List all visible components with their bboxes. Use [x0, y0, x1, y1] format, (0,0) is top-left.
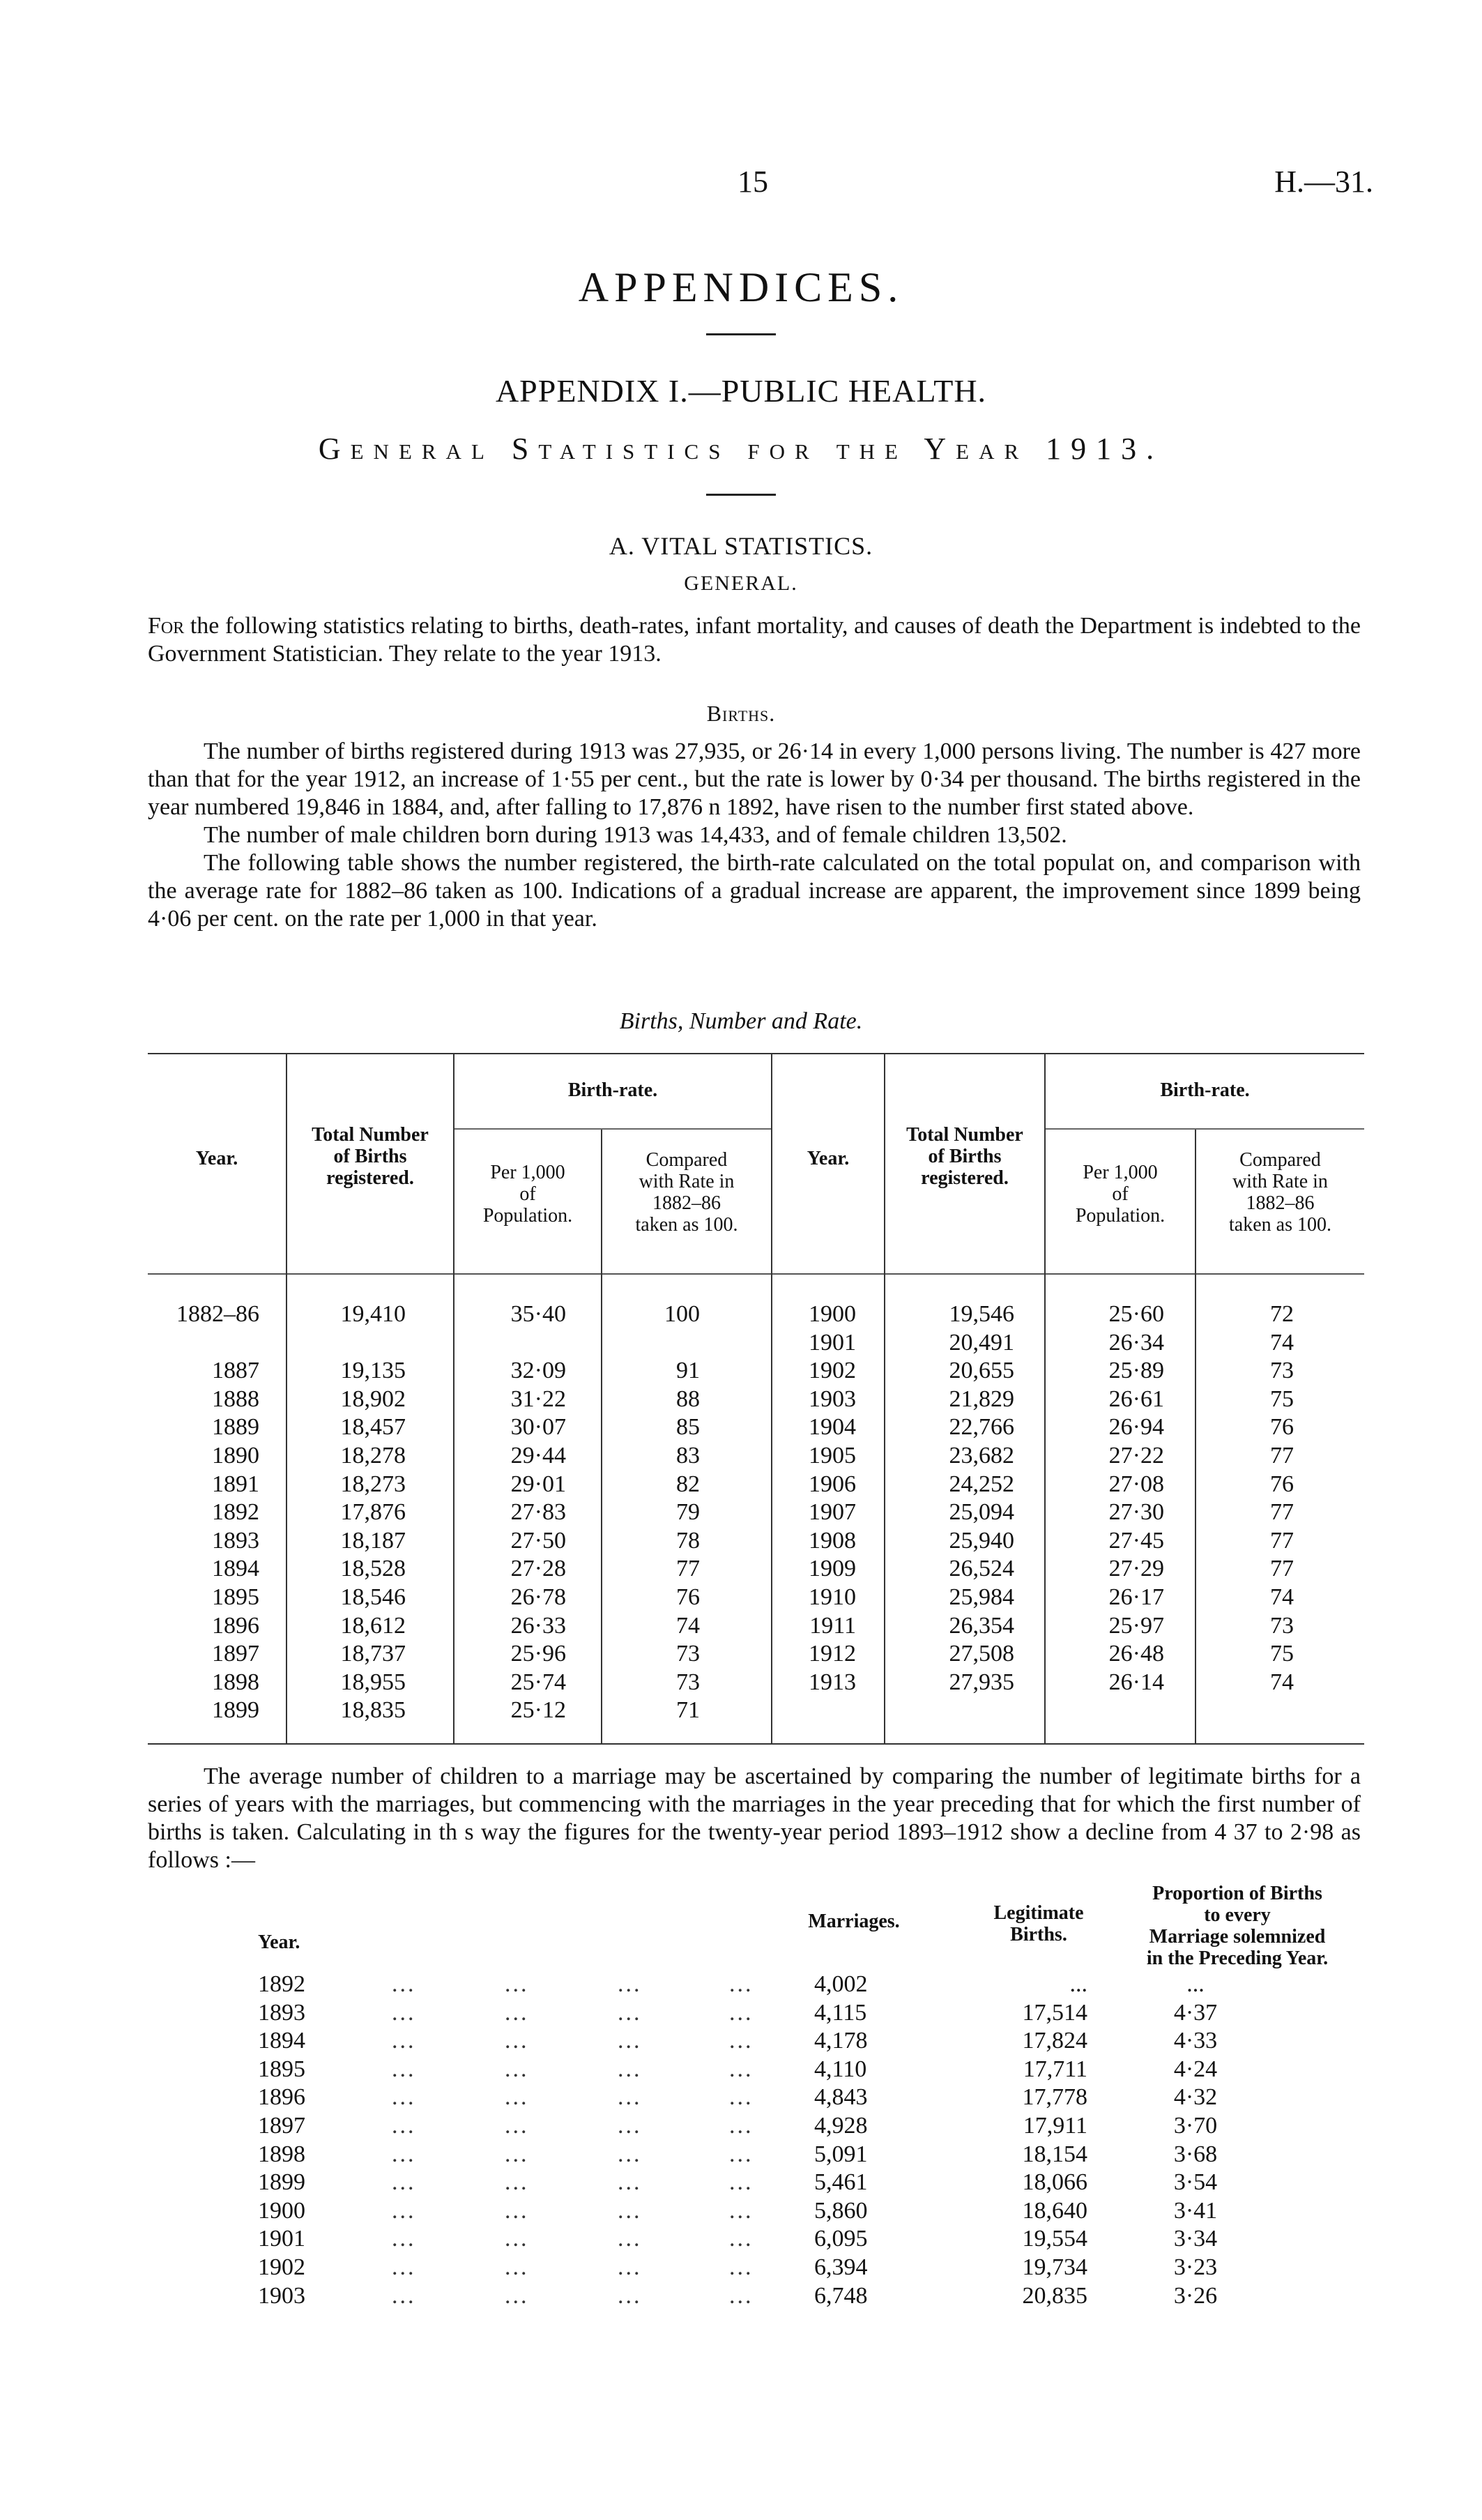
header-year-right: Year.: [807, 1148, 850, 1169]
t2-header-marriages: Marriages.: [808, 1911, 900, 1932]
left-compared-cell: 82: [676, 1471, 700, 1497]
t2-year-cell: 1894: [258, 2028, 305, 2054]
leader-dots: ...: [618, 2056, 642, 2082]
t2-marriages-cell: 5,091: [814, 2141, 868, 2167]
left-year-cell: 1882–86: [176, 1301, 259, 1327]
t2-legitimate-cell: 17,711: [1023, 2056, 1087, 2082]
left-compared-cell: 73: [676, 1669, 700, 1695]
intro-lead-word: For: [148, 613, 185, 639]
left-per1000-cell: 25·12: [510, 1697, 566, 1724]
right-total-cell: 25,940: [949, 1527, 1014, 1554]
t2-marriages-cell: 4,115: [814, 1999, 867, 2026]
t2-legitimate-cell: ...: [1069, 1971, 1087, 1997]
right-per1000-cell: 25·97: [1108, 1612, 1164, 1639]
left-per1000-cell: 25·96: [510, 1641, 566, 1667]
right-per1000-cell: 26·94: [1108, 1414, 1164, 1441]
right-compared-cell: 75: [1270, 1386, 1294, 1412]
right-total-cell: 25,094: [949, 1499, 1014, 1526]
leader-dots: ...: [729, 2084, 754, 2111]
births-heading: Births.: [706, 701, 776, 726]
leader-dots: ...: [392, 2084, 416, 2111]
left-year-cell: 1892: [212, 1499, 259, 1526]
t2-legitimate-cell: 17,911: [1023, 2112, 1087, 2139]
leader-dots: ...: [505, 2197, 529, 2224]
leader-dots: ...: [729, 2226, 754, 2252]
left-per1000-cell: 29·44: [510, 1442, 566, 1468]
right-per1000-cell: 27·30: [1108, 1499, 1164, 1526]
left-total-cell: 18,528: [340, 1556, 406, 1582]
right-per1000-cell: 27·22: [1108, 1442, 1164, 1468]
t2-year-cell: 1903: [258, 2282, 305, 2309]
leader-dots: ...: [618, 2226, 642, 2252]
left-per1000-cell: 26·78: [510, 1584, 566, 1610]
leader-dots: ...: [392, 2226, 416, 2252]
right-year-cell: 1902: [809, 1358, 856, 1384]
left-compared-cell: 85: [676, 1414, 700, 1441]
t2-marriages-cell: 6,095: [814, 2226, 868, 2252]
right-compared-cell: 77: [1270, 1527, 1294, 1554]
left-per1000-cell: 27·50: [510, 1527, 566, 1554]
leader-dots: ...: [729, 2028, 754, 2054]
left-total-cell: 18,273: [340, 1471, 406, 1497]
left-compared-cell: 76: [676, 1584, 700, 1610]
leader-dots: ...: [392, 2282, 416, 2309]
leader-dots: ...: [729, 2141, 754, 2167]
right-year-cell: 1903: [809, 1386, 856, 1412]
right-total-cell: 21,829: [949, 1386, 1014, 1412]
right-year-cell: 1904: [809, 1414, 856, 1441]
right-compared-cell: 74: [1270, 1669, 1294, 1695]
t2-proportion-cell: 4·37: [1173, 1999, 1218, 2026]
leader-dots: ...: [729, 2282, 754, 2309]
left-total-cell: 19,135: [340, 1358, 406, 1384]
right-year-cell: 1908: [809, 1527, 856, 1554]
header-compared: Compared with Rate in 1882–86 taken as 100.: [635, 1149, 738, 1236]
left-per1000-cell: 27·83: [510, 1499, 566, 1526]
left-year-cell: 1894: [212, 1556, 259, 1582]
left-year-cell: 1899: [212, 1697, 259, 1724]
right-year-cell: 1906: [809, 1471, 856, 1497]
t2-proportion-cell: 3·23: [1173, 2254, 1218, 2280]
t2-header-legitimate: Legitimate Births.: [993, 1902, 1084, 1945]
leader-dots: ...: [729, 2112, 754, 2139]
t2-year-cell: 1897: [258, 2112, 305, 2139]
left-year-cell: 1888: [212, 1386, 259, 1412]
t2-header-year: Year.: [258, 1931, 300, 1953]
marriage-paragraph: The average number of children to a marriage may be ascertained by comparing the number of legitimate births for a series of years with the marriages, but commencing with the marriages in the year preceding that for which the first number of births is taken. Calculating in th s way the figures for the twenty-year period 1893–1912 show a decline from 4 37 to 2·98 as follows :—: [148, 1763, 1361, 1873]
page-number: 15: [738, 165, 768, 199]
right-per1000-cell: 26·34: [1108, 1329, 1164, 1356]
leader-dots: ...: [505, 2254, 529, 2280]
left-compared-cell: 83: [676, 1442, 700, 1468]
right-compared-cell: 77: [1270, 1499, 1294, 1526]
left-compared-cell: 100: [664, 1301, 700, 1327]
left-compared-cell: 73: [676, 1641, 700, 1667]
t2-proportion-cell: 3·68: [1173, 2141, 1218, 2167]
t2-year-cell: 1895: [258, 2056, 305, 2082]
leader-dots: ...: [505, 2141, 529, 2167]
right-compared-cell: 74: [1270, 1329, 1294, 1356]
t2-year-cell: 1898: [258, 2141, 305, 2167]
right-per1000-cell: 26·48: [1108, 1641, 1164, 1667]
left-per1000-cell: 35·40: [510, 1301, 566, 1327]
left-year-cell: 1898: [212, 1669, 259, 1695]
left-total-cell: 17,876: [340, 1499, 406, 1526]
t2-proportion-cell: 3·34: [1173, 2226, 1218, 2252]
document-reference: H.—31.: [1274, 165, 1373, 199]
leader-dots: ...: [729, 2254, 754, 2280]
t2-proportion-cell: 3·70: [1173, 2112, 1218, 2139]
right-per1000-cell: 26·17: [1108, 1584, 1164, 1610]
leader-dots: ...: [618, 1971, 642, 1997]
leader-dots: ...: [505, 1999, 529, 2026]
header-birth-rate: Birth-rate.: [567, 1079, 658, 1101]
left-year-cell: 1890: [212, 1442, 259, 1468]
left-year-cell: 1895: [212, 1584, 259, 1610]
left-compared-cell: 77: [676, 1556, 700, 1582]
right-total-cell: 26,354: [949, 1612, 1014, 1639]
leader-dots: ...: [505, 2084, 529, 2111]
right-total-cell: 27,935: [949, 1669, 1014, 1695]
right-per1000-cell: 25·60: [1108, 1301, 1164, 1327]
right-year-cell: 1901: [809, 1329, 856, 1356]
t2-legitimate-column: [976, 1971, 1087, 2310]
left-year-cell: 1887: [212, 1358, 259, 1384]
leader-dots: ...: [392, 2056, 416, 2082]
left-total-cell: 18,835: [340, 1697, 406, 1724]
left-total-cell: 18,902: [340, 1386, 406, 1412]
t2-legitimate-cell: 17,778: [1022, 2084, 1087, 2111]
leader-dots: ...: [618, 2169, 642, 2196]
right-compared-cell: 76: [1270, 1471, 1294, 1497]
t2-marriages-cell: 4,928: [814, 2112, 868, 2139]
t2-marriages-cell: 4,110: [814, 2056, 867, 2082]
births-paragraph: The number of births registered during 1913 was 27,935, or 26·14 in every 1,000 persons living. The number is 427 more than that for the year 1912, an increase of 1·55 per cent., but the rate is lower by 0·34 per thousand. The births registered in the year numbered 19,846 in 1884, and, after falling to 17,876 n 1892, have risen to the number first stated above.: [148, 738, 1361, 820]
left-total-cell: 18,737: [340, 1641, 406, 1667]
left-total-cell: 19,410: [340, 1301, 406, 1327]
leader-dots: ...: [618, 2197, 642, 2224]
header-year: Year.: [195, 1148, 238, 1169]
leader-dots: ...: [618, 2084, 642, 2111]
right-per1000-cell: 26·14: [1108, 1669, 1164, 1695]
t2-year-cell: 1900: [258, 2197, 305, 2224]
appendix-title: APPENDIX I.—PUBLIC HEALTH.: [495, 373, 987, 409]
leader-dots: ...: [505, 2282, 529, 2309]
t2-legitimate-cell: 18,154: [1022, 2141, 1087, 2167]
t2-proportion-cell: 3·41: [1173, 2197, 1218, 2224]
right-total-cell: 19,546: [949, 1301, 1014, 1327]
general-statistics-title: General Statistics for the Year 1913.: [318, 432, 1164, 466]
left-compared-cell: 74: [676, 1612, 700, 1639]
t2-marriages-column: [814, 1971, 919, 2310]
left-per1000-cell: 25·74: [510, 1669, 566, 1695]
t2-leader-dots: [505, 1971, 547, 2310]
left-compared-cell: 71: [676, 1697, 700, 1724]
left-year-cell: 1889: [212, 1414, 259, 1441]
left-compared-cell: 88: [676, 1386, 700, 1412]
left-per1000-cell: 30·07: [510, 1414, 566, 1441]
right-compared-cell: 77: [1270, 1442, 1294, 1468]
leader-dots: ...: [729, 1999, 754, 2026]
left-total-cell: 18,187: [340, 1527, 406, 1554]
leader-dots: ...: [618, 2112, 642, 2139]
right-per1000-cell: 27·45: [1108, 1527, 1164, 1554]
right-year-cell: 1910: [809, 1584, 856, 1610]
t2-leader-dots: [729, 1971, 771, 2310]
right-total-cell: 26,524: [949, 1556, 1014, 1582]
left-compared-cell: 91: [676, 1358, 700, 1384]
right-compared-cell: 72: [1270, 1301, 1294, 1327]
left-year-cell: 1891: [212, 1471, 259, 1497]
right-year-cell: 1913: [809, 1669, 856, 1695]
right-total-cell: 20,655: [949, 1358, 1014, 1384]
right-per1000-cell: 27·29: [1108, 1556, 1164, 1582]
right-compared-cell: 74: [1270, 1584, 1294, 1610]
t2-legitimate-cell: 18,640: [1022, 2197, 1087, 2224]
leader-dots: ...: [618, 1999, 642, 2026]
t2-legitimate-cell: 18,066: [1022, 2169, 1087, 2196]
left-compared-cell: 79: [676, 1499, 700, 1526]
left-per1000-cell: 27·28: [510, 1556, 566, 1582]
leader-dots: ...: [505, 2169, 529, 2196]
leader-dots: ...: [505, 2226, 529, 2252]
left-total-cell: 18,612: [340, 1612, 406, 1639]
leader-dots: ...: [392, 1971, 416, 1997]
right-compared-cell: 76: [1270, 1414, 1294, 1441]
right-year-cell: 1912: [809, 1641, 856, 1667]
t2-year-column: [258, 1971, 342, 2310]
leader-dots: ...: [618, 2141, 642, 2167]
right-year-cell: 1909: [809, 1556, 856, 1582]
leader-dots: ...: [618, 2254, 642, 2280]
t2-header-proportion: Proportion of Births to every Marriage solemnized in the Preceding Year.: [1146, 1883, 1329, 1969]
right-total-cell: 22,766: [949, 1414, 1014, 1441]
leader-dots: ...: [392, 2028, 416, 2054]
t2-marriages-cell: 4,178: [814, 2028, 868, 2054]
t2-legitimate-cell: 19,554: [1022, 2226, 1087, 2252]
right-total-cell: 23,682: [949, 1442, 1014, 1468]
right-total-cell: 25,984: [949, 1584, 1014, 1610]
right-year-cell: 1911: [809, 1612, 856, 1639]
leader-dots: ...: [729, 2197, 754, 2224]
t2-marriages-cell: 6,748: [814, 2282, 868, 2309]
t2-proportion-cell: 4·33: [1173, 2028, 1218, 2054]
leader-dots: ...: [729, 1971, 754, 1997]
left-per1000-cell: 26·33: [510, 1612, 566, 1639]
general-heading: GENERAL.: [684, 572, 798, 595]
leader-dots: ...: [392, 2197, 416, 2224]
t2-marriages-cell: 4,843: [814, 2084, 868, 2111]
t2-legitimate-cell: 19,734: [1022, 2254, 1087, 2280]
t2-proportion-column: [1143, 1971, 1248, 2310]
t2-leader-dots: [618, 1971, 659, 2310]
header-per-1000: Per 1,000 of Population.: [482, 1162, 573, 1227]
t2-proportion-cell: 3·54: [1173, 2169, 1218, 2196]
leader-dots: ...: [392, 2141, 416, 2167]
leader-dots: ...: [505, 2056, 529, 2082]
left-total-cell: 18,955: [340, 1669, 406, 1695]
t2-year-cell: 1893: [258, 1999, 305, 2026]
header-compared-right: Compared with Rate in 1882–86 taken as 100.: [1229, 1149, 1331, 1236]
t2-year-cell: 1896: [258, 2084, 305, 2111]
right-compared-cell: 73: [1270, 1612, 1294, 1639]
leader-dots: ...: [505, 2028, 529, 2054]
left-per1000-cell: 31·22: [510, 1386, 566, 1412]
t2-legitimate-cell: 20,835: [1022, 2282, 1087, 2309]
right-year-cell: 1907: [809, 1499, 856, 1526]
t2-legitimate-cell: 17,824: [1022, 2028, 1087, 2054]
header-per-1000-right: Per 1,000 of Population.: [1075, 1162, 1166, 1227]
leader-dots: ...: [392, 1999, 416, 2026]
left-total-cell: 18,546: [340, 1584, 406, 1610]
table-caption: Births, Number and Rate.: [619, 1008, 863, 1034]
t2-marriages-cell: 5,461: [814, 2169, 868, 2196]
t2-proportion-cell: 3·26: [1173, 2282, 1218, 2309]
left-total-cell: 18,278: [340, 1442, 406, 1468]
leader-dots: ...: [392, 2254, 416, 2280]
left-per1000-cell: 32·09: [510, 1358, 566, 1384]
t2-legitimate-cell: 17,514: [1022, 1999, 1087, 2026]
t2-proportion-cell: 4·24: [1173, 2056, 1218, 2082]
right-total-cell: 24,252: [949, 1471, 1014, 1497]
births-paragraph: The number of male children born during 1913 was 14,433, and of female children 13,502.: [204, 822, 1067, 848]
left-total-cell: 18,457: [340, 1414, 406, 1441]
t2-proportion-cell: ...: [1186, 1971, 1205, 1997]
header-birth-rate-right: Birth-rate.: [1160, 1079, 1250, 1101]
t2-year-cell: 1899: [258, 2169, 305, 2196]
leader-dots: ...: [505, 1971, 529, 1997]
leader-dots: ...: [618, 2282, 642, 2309]
leader-dots: ...: [729, 2169, 754, 2196]
right-per1000-cell: 26·61: [1108, 1386, 1164, 1412]
t2-leader-dots: [392, 1971, 434, 2310]
t2-marriages-cell: 4,002: [814, 1971, 868, 1997]
leader-dots: ...: [729, 2056, 754, 2082]
right-compared-cell: 77: [1270, 1556, 1294, 1582]
header-total-births: Total Number of Births registered.: [312, 1124, 429, 1189]
right-compared-cell: 75: [1270, 1641, 1294, 1667]
t2-proportion-cell: 4·32: [1173, 2084, 1218, 2111]
left-year-cell: 1897: [212, 1641, 259, 1667]
right-year-cell: 1900: [809, 1301, 856, 1327]
left-per1000-cell: 29·01: [510, 1471, 566, 1497]
vital-statistics-heading: A. VITAL STATISTICS.: [609, 532, 873, 560]
leader-dots: ...: [505, 2112, 529, 2139]
right-total-cell: 20,491: [949, 1329, 1014, 1356]
leader-dots: ...: [392, 2112, 416, 2139]
leader-dots: ...: [392, 2169, 416, 2196]
right-per1000-cell: 27·08: [1108, 1471, 1164, 1497]
right-year-cell: 1905: [809, 1442, 856, 1468]
t2-marriages-cell: 5,860: [814, 2197, 868, 2224]
leader-dots: ...: [618, 2028, 642, 2054]
t2-marriages-cell: 6,394: [814, 2254, 868, 2280]
births-paragraph: The following table shows the number registered, the birth-rate calculated on the total populat on, and comparison with the average rate for 1882–86 taken as 100. Indications of a gradual increase are apparent, the improvement since 1899 being 4·06 per cent. on the rate per 1,000 in that year.: [148, 850, 1361, 932]
left-year-cell: 1893: [212, 1527, 259, 1554]
right-per1000-cell: 25·89: [1108, 1358, 1164, 1384]
t2-year-cell: 1901: [258, 2226, 305, 2252]
t2-year-cell: 1902: [258, 2254, 305, 2280]
right-compared-cell: 73: [1270, 1358, 1294, 1384]
appendices-title: APPENDICES.: [578, 264, 904, 310]
left-compared-cell: 78: [676, 1527, 700, 1554]
header-total-births-right: Total Number of Births registered.: [906, 1124, 1023, 1189]
intro-text: the following statistics relating to births, death-rates, infant mortality, and causes of death the Department is indebted to the Government Statistician. They relate to the year 1913.: [148, 613, 1361, 667]
left-year-cell: 1896: [212, 1612, 259, 1639]
t2-year-cell: 1892: [258, 1971, 305, 1997]
right-total-cell: 27,508: [949, 1641, 1014, 1667]
